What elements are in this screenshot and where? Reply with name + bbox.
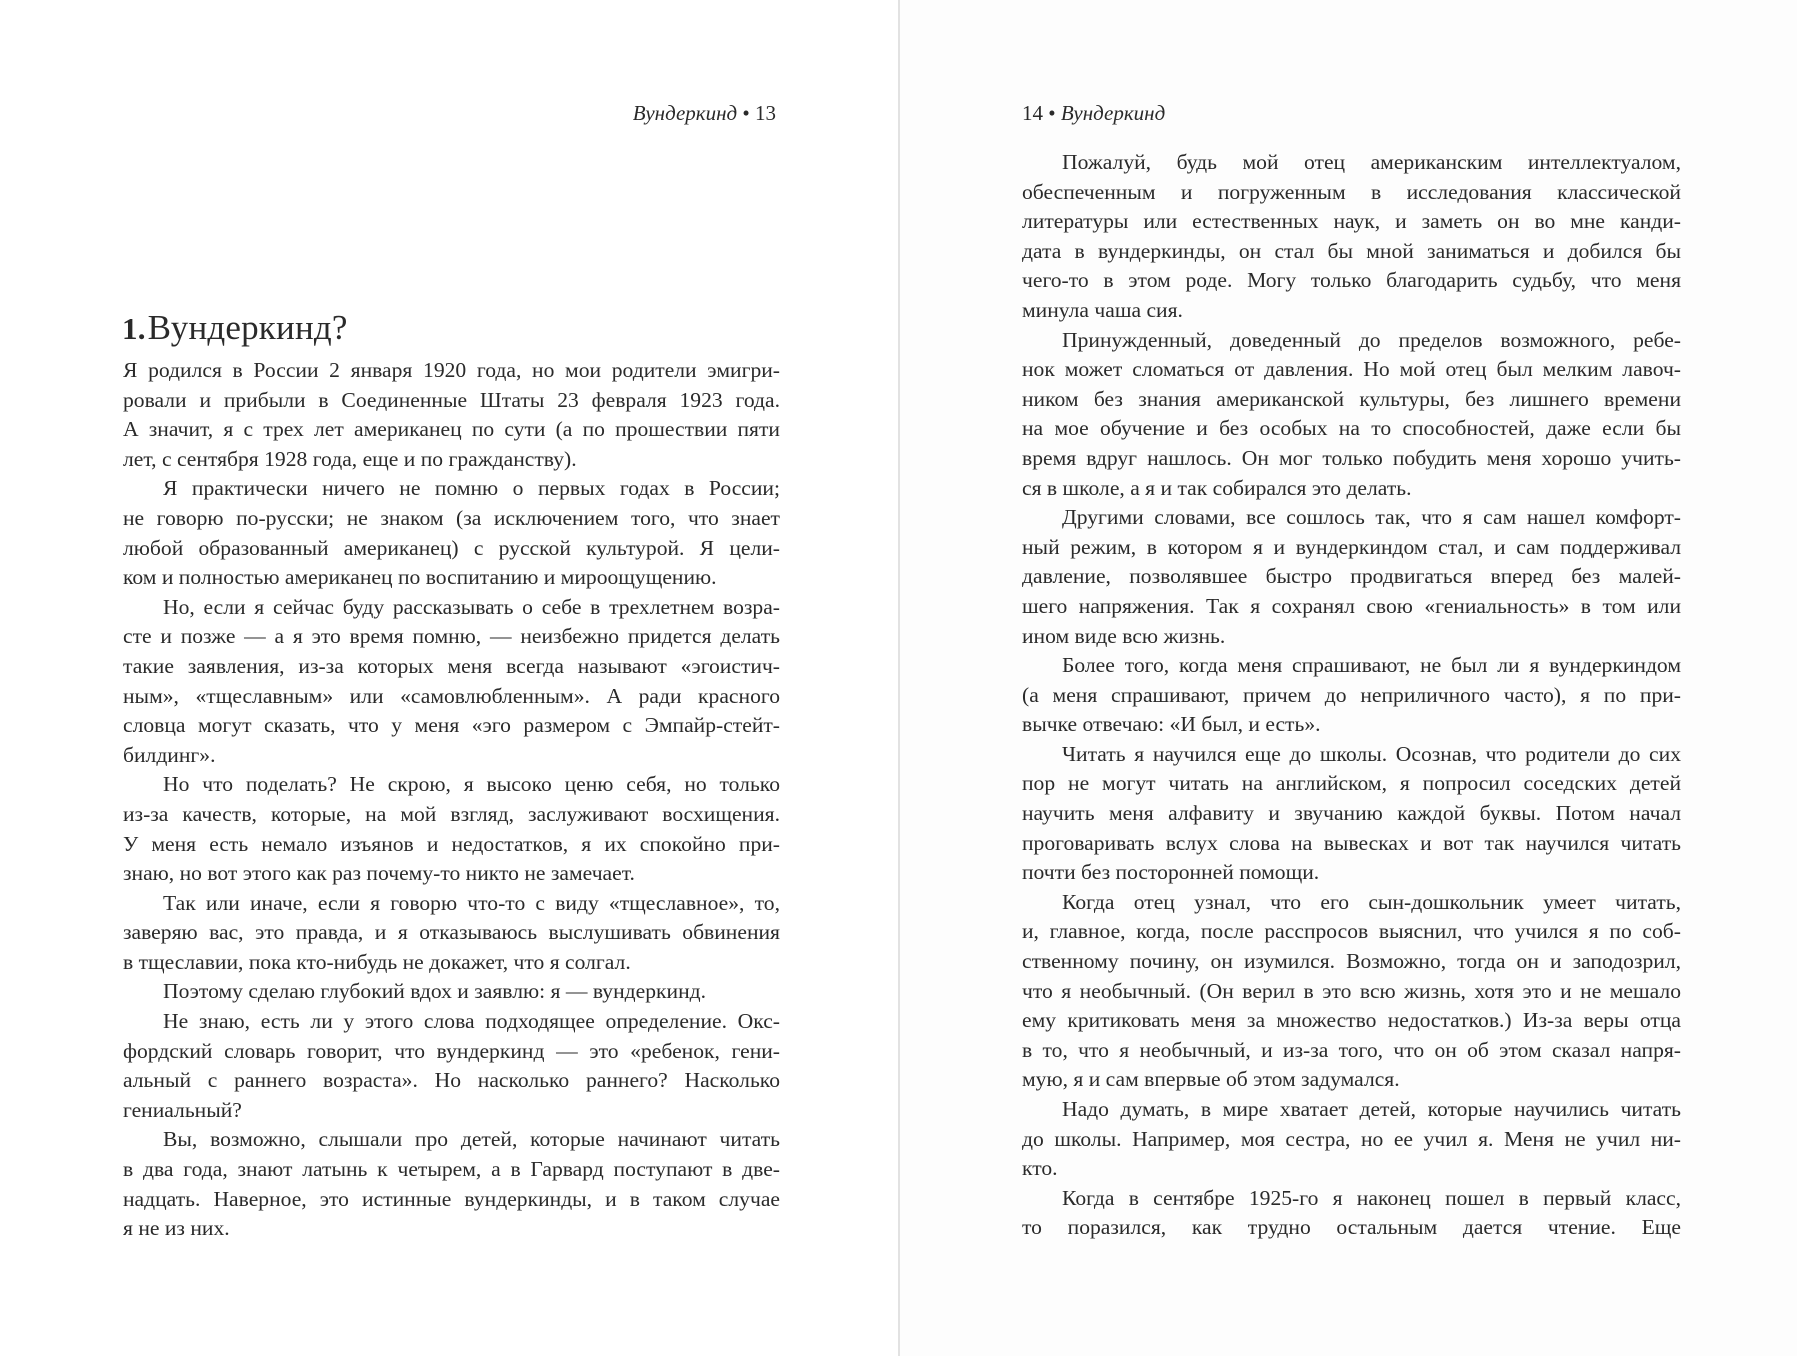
paragraph xyxy=(123,770,780,888)
running-head-title: Вундеркинд xyxy=(632,101,738,125)
chapter-number: 1. xyxy=(122,311,146,346)
text-line: нок может сломаться от давления. Но мой отец был мелким лавоч- xyxy=(1022,357,1681,382)
text-line: Не знаю, есть ли у этого слова подходящее определение. Окс- xyxy=(163,1009,780,1034)
text-line: словца могут сказать, что у меня «эго размером с Эмпайр-стейт- xyxy=(123,713,780,738)
text-line: из-за качеств, которые, на мой взгляд, заслуживают восхищения. xyxy=(123,801,780,826)
paragraph xyxy=(1022,740,1681,888)
text-line: я не из них. xyxy=(123,1216,230,1241)
right-body-text xyxy=(1022,148,1681,1243)
paragraph xyxy=(1022,503,1681,651)
text-line: и, главное, когда, после расспросов выяснил, что учился я по соб- xyxy=(1022,919,1681,944)
text-line: любой образованный американец) с русской культурой. Я цели- xyxy=(123,535,780,560)
paragraph xyxy=(123,1007,780,1125)
paragraph xyxy=(123,1125,780,1243)
paragraph xyxy=(123,593,780,771)
text-line: Но что поделать? Не скрою, я высоко ценю себя, но только xyxy=(163,772,780,797)
text-line: такие заявления, из-за которых меня всегда называют «эгоистич- xyxy=(123,653,780,678)
text-line: чего-то в этом роде. Могу только благодарить судьбу, что меня xyxy=(1022,268,1681,293)
text-line: Другими словами, все сошлось так, что я сам нашел комфорт- xyxy=(1062,505,1681,530)
text-line: Так или иначе, если я говорю что-то с виду «тщеславное», то, xyxy=(163,890,780,915)
text-line: на мое обучение и без особых на то способностей, даже если бы xyxy=(1022,416,1681,441)
text-line: Более того, когда меня спрашивают, не был ли я вундеркиндом xyxy=(1062,653,1681,678)
text-line: ником без знания американской культуры, без лишнего времени xyxy=(1022,386,1681,411)
text-line: что я необычный. (Он верил в это всю жизнь, хотя это и не мешало xyxy=(1022,978,1681,1003)
text-line: вычке отвечаю: «И был, и есть». xyxy=(1022,712,1321,737)
text-line: билдинг». xyxy=(123,742,216,767)
text-line: ный режим, в котором я и вундеркиндом стал, и сам поддерживал xyxy=(1022,534,1681,559)
text-line: ком и полностью американец по воспитанию и мироощущению. xyxy=(123,565,717,590)
running-head-separator: • xyxy=(1048,101,1056,125)
text-line: Когда в сентябре 1925-го я наконец пошел в первый класс, xyxy=(1062,1185,1681,1210)
text-line: сте и позже — а я это время помню, — неизбежно придется делать xyxy=(123,624,780,649)
left-body-text xyxy=(123,356,780,1244)
page-number: 13 xyxy=(755,101,776,125)
paragraph xyxy=(123,356,780,474)
running-head-separator: • xyxy=(742,101,750,125)
text-line: обеспеченным и погруженным в исследования классической xyxy=(1022,179,1681,204)
text-line: фордский словарь говорит, что вундеркинд — это «ребенок, гени- xyxy=(123,1038,780,1063)
text-line: в то, что я необычный, и из-за того, что он об этом сказал напря- xyxy=(1022,1037,1681,1062)
text-line: А значит, я с трех лет американец по сути (а по прошествии пяти xyxy=(123,417,780,442)
text-line: надцать. Наверное, это истинные вундеркинды, и в таком случае xyxy=(123,1186,780,1211)
right-page xyxy=(900,0,1797,1356)
running-head-title: Вундеркинд xyxy=(1060,101,1166,125)
chapter-title-text: Вундеркинд? xyxy=(147,308,348,347)
text-line: Пожалуй, будь мой отец американским интеллектуалом, xyxy=(1062,150,1681,174)
page-number: 14 xyxy=(1022,101,1043,125)
paragraph xyxy=(1022,651,1681,740)
text-line: до школы. Например, моя сестра, но ее учил я. Меня не учил ни- xyxy=(1022,1126,1681,1151)
right-running-head xyxy=(1022,101,1165,126)
text-line: Когда отец узнал, что его сын-дошкольник умеет читать, xyxy=(1062,889,1681,914)
text-line: минула чаша сия. xyxy=(1022,297,1183,322)
text-line: Принужденный, доведенный до пределов возможного, ребе- xyxy=(1062,327,1681,352)
text-line: почти без посторонней помощи. xyxy=(1022,860,1320,885)
text-line: дата в вундеркинды, он стал бы мной заниматься и добился бы xyxy=(1022,238,1681,263)
text-line: Я практически ничего не помню о первых годах в России; xyxy=(163,476,780,501)
text-line: кто. xyxy=(1022,1156,1058,1181)
chapter-title xyxy=(122,308,348,348)
paragraph xyxy=(123,474,780,592)
text-line: ему критиковать меня за множество недостатков.) Из-за веры отца xyxy=(1022,1008,1681,1033)
text-line: ином виде всю жизнь. xyxy=(1022,623,1226,648)
text-line: шего напряжения. Так я сохранял свою «гениальность» в том или xyxy=(1022,593,1681,618)
left-page xyxy=(0,0,898,1356)
left-running-head xyxy=(0,101,776,126)
text-line: гениальный? xyxy=(123,1097,242,1122)
text-line: ся в школе, а я и так собирался это делать. xyxy=(1022,475,1412,500)
text-line: знаю, но вот этого как раз почему-то никто не замечает. xyxy=(123,861,635,886)
text-line: У меня есть немало изъянов и недостатков, я их спокойно при- xyxy=(123,831,780,856)
text-line: то поразился, как трудно остальным дается чтение. Еще xyxy=(1022,1215,1681,1240)
text-line: время вдруг нашлось. Он мог только побудить меня хорошо учить- xyxy=(1022,445,1681,470)
text-line: Читать я научился еще до школы. Осознав, что родители до сих xyxy=(1062,741,1681,766)
text-line: давление, позволявшее быстро продвигаться вперед без малей- xyxy=(1022,564,1681,589)
text-line: в тщеславии, пока кто-нибудь не докажет, что я солгал. xyxy=(123,949,631,974)
text-line: литературы или естественных наук, и заметь он во мне канди- xyxy=(1022,209,1681,234)
paragraph xyxy=(123,889,780,978)
paragraph xyxy=(1022,1184,1681,1243)
text-line: заверяю вас, это правда, и я отказываюсь выслушивать обвинения xyxy=(123,920,780,945)
text-line: (а меня спрашивают, причем до неприличного часто), я по при- xyxy=(1022,682,1681,707)
text-line: Но, если я сейчас буду рассказывать о себе в трехлетнем возра- xyxy=(163,594,780,619)
text-line: ственному почину, он изумился. Возможно, тогда он и заподозрил, xyxy=(1022,949,1681,974)
text-line: ровали и прибыли в Соединенные Штаты 23 февраля 1923 года. xyxy=(123,387,780,412)
text-line: альный с раннего возраста». Но насколько раннего? Насколько xyxy=(123,1068,780,1093)
text-line: Я родился в России 2 января 1920 года, но мои родители эмигри- xyxy=(123,358,780,382)
text-line: не говорю по-русски; не знаком (за исключением того, что знает xyxy=(123,505,780,530)
paragraph xyxy=(1022,326,1681,504)
text-line: ным», «тщеславным» или «самовлюбленным». А ради красного xyxy=(123,683,780,708)
paragraph xyxy=(1022,148,1681,326)
text-line: в два года, знают латынь к четырем, а в Гарвард поступают в две- xyxy=(123,1157,780,1182)
paragraph xyxy=(123,977,780,1007)
text-line: пор не могут читать на английском, я попросил соседских детей xyxy=(1022,771,1681,796)
text-line: Вы, возможно, слышали про детей, которые начинают читать xyxy=(163,1127,780,1152)
text-line: мую, я и сам впервые об этом задумался. xyxy=(1022,1067,1400,1092)
paragraph xyxy=(1022,888,1681,1095)
paragraph xyxy=(1022,1095,1681,1184)
text-line: научить меня алфавиту и звучанию каждой буквы. Потом начал xyxy=(1022,801,1681,826)
text-line: Поэтому сделаю глубокий вдох и заявлю: я — вундеркинд. xyxy=(163,979,707,1004)
text-line: Надо думать, в мире хватает детей, которые научились читать xyxy=(1062,1097,1681,1121)
text-line: лет, с сентября 1928 года, еще и по гражданству). xyxy=(123,446,577,471)
text-line: проговаривать вслух слова на вывесках и вот так научился читать xyxy=(1022,830,1681,855)
